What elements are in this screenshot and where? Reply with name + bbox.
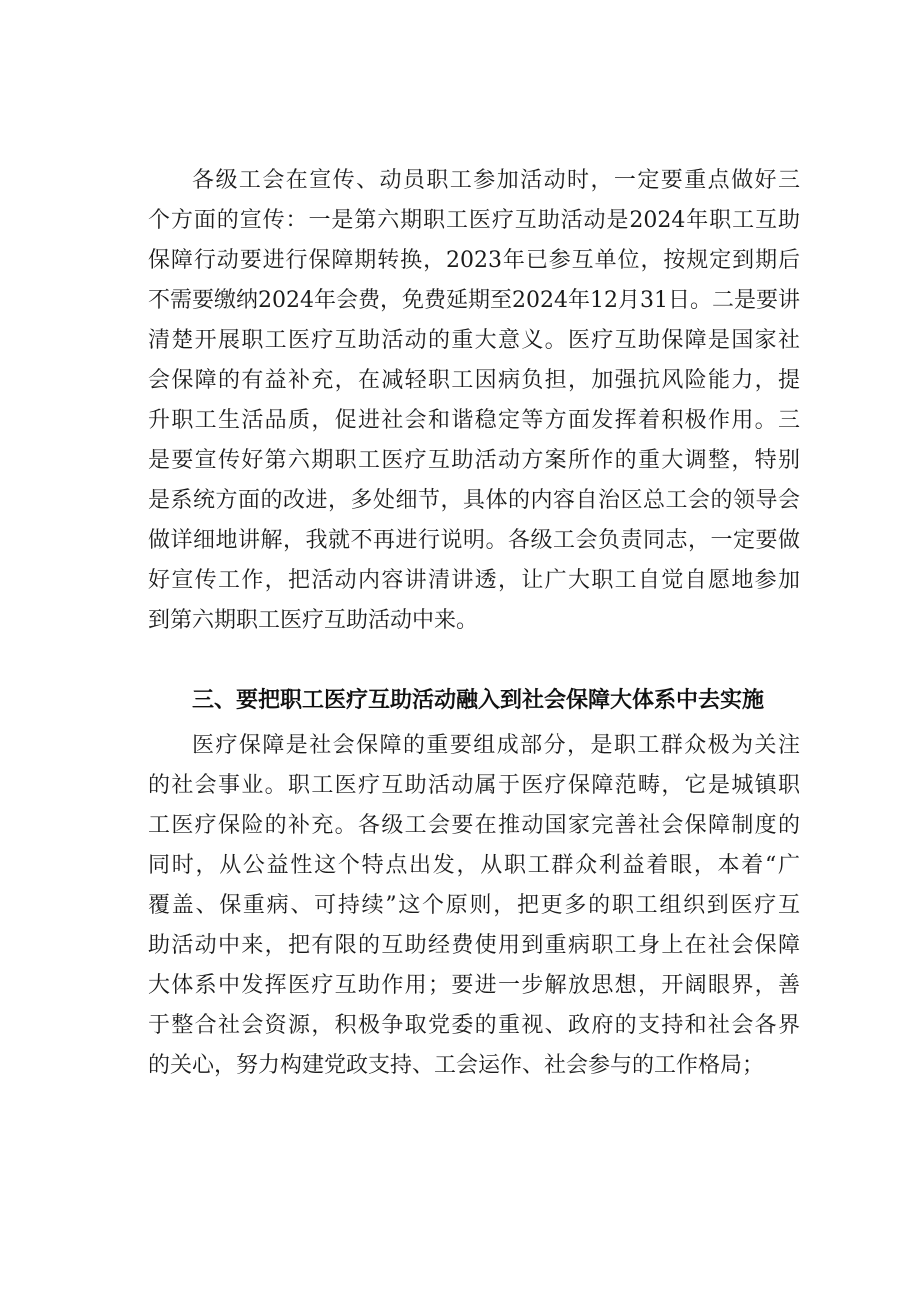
paragraph-line: 保障行动要进行保障期转换，2023年已参互单位，按规定到期后 <box>148 248 800 273</box>
paragraph-publicity <box>148 161 800 641</box>
paragraph-line: 到第六期职工医疗互助活动中来。 <box>148 608 479 633</box>
paragraph-line: 会保障的有益补充，在减轻职工因病负担，加强抗风险能力，提 <box>148 368 800 393</box>
paragraph-medical-security <box>148 726 800 1086</box>
paragraph-line: 工医疗保险的补充。各级工会要在推动国家完善社会保障制度的 <box>148 813 800 838</box>
paragraph-line: 是要宣传好第六期职工医疗互助活动方案所作的重大调整，特别 <box>148 448 800 473</box>
paragraph-line: 个方面的宣传：一是第六期职工医疗互助活动是2024年职工互助 <box>148 208 800 233</box>
paragraph-line: 于整合社会资源，积极争取党委的重视、政府的支持和社会各界 <box>148 1013 800 1038</box>
paragraph-line: 同时，从公益性这个特点出发，从职工群众利益着眼，本着“广 <box>148 853 800 878</box>
paragraph-line: 做详细地讲解，我就不再进行说明。各级工会负责同志，一定要做 <box>148 528 800 553</box>
paragraph-line: 清楚开展职工医疗互助活动的重大意义。医疗互助保障是国家社 <box>148 328 800 353</box>
paragraph-line: 大体系中发挥医疗互助作用；要进一步解放思想，开阔眼界，善 <box>148 973 800 998</box>
paragraph-line: 助活动中来，把有限的互助经费使用到重病职工身上在社会保障 <box>148 933 800 958</box>
paragraph-line: 的社会事业。职工医疗互助活动属于医疗保障范畴，它是城镇职 <box>148 773 800 798</box>
paragraph-line: 好宣传工作，把活动内容讲清讲透，让广大职工自觉自愿地参加 <box>148 568 800 593</box>
paragraph-line: 升职工生活品质，促进社会和谐稳定等方面发挥着积极作用。三 <box>148 408 800 433</box>
paragraph-line: 不需要缴纳2024年会费，免费延期至2024年12月31日。二是要讲 <box>148 288 800 313</box>
section-heading: 三、要把职工医疗互助活动融入到社会保障大体系中去实施 <box>192 688 765 713</box>
paragraph-line: 各级工会在宣传、动员职工参加活动时，一定要重点做好三 <box>192 168 800 193</box>
paragraph-line: 覆盖、保重病、可持续”这个原则，把更多的职工组织到医疗互 <box>148 893 800 918</box>
paragraph-line: 医疗保障是社会保障的重要组成部分，是职工群众极为关注 <box>192 733 800 758</box>
paragraph-line: 是系统方面的改进，多处细节，具体的内容自治区总工会的领导会 <box>148 488 800 513</box>
paragraph-line: 的关心，努力构建党政支持、工会运作、社会参与的工作格局； <box>148 1053 765 1078</box>
